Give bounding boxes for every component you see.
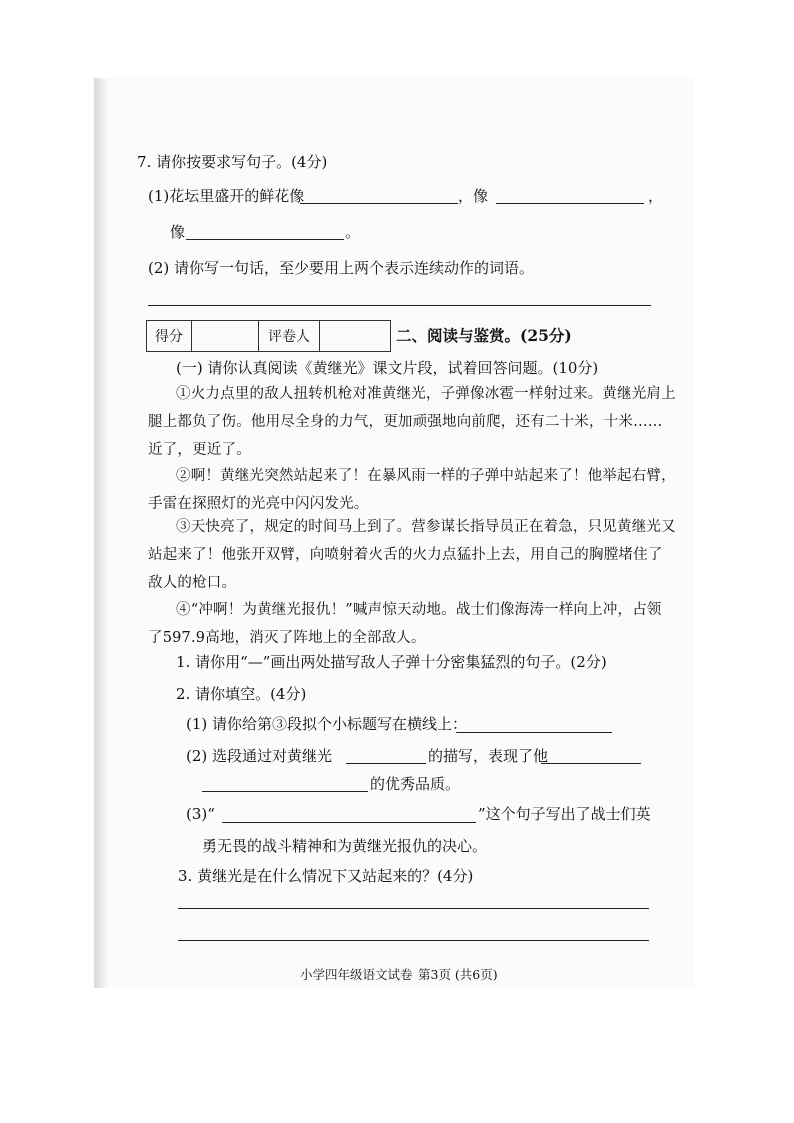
passage-p1-line: 腿上都负了伤。他用尽全身的力气，更加顽强地向前爬，还有二十米，十米…… bbox=[148, 414, 663, 430]
footer-paper-name: 小学四年级语文试卷 bbox=[300, 967, 413, 982]
question-2: 2. 请你填空。(4分) bbox=[176, 685, 307, 703]
question-2-3-open: (3)“ bbox=[186, 805, 215, 823]
passage-p3-line: 站起来了！他张开双臂，向喷射着火舌的火力点猛扑上去，用自己的胸膛堵住了 bbox=[148, 547, 663, 563]
passage-p3-line: 敌人的枪口。 bbox=[148, 575, 237, 591]
q2-3-blank[interactable] bbox=[222, 822, 476, 823]
question-2-3-line2: 勇无畏的战斗精神和为黄继光报仇的决心。 bbox=[202, 837, 488, 855]
q3-answer-line-1[interactable] bbox=[178, 908, 649, 909]
passage-p4-line: 了597.9高地，消灭了阵地上的全部敌人。 bbox=[148, 630, 426, 646]
passage-p1-line: 近了，更近了。 bbox=[148, 442, 251, 458]
q3-answer-line-2[interactable] bbox=[178, 940, 649, 941]
reading-intro: (一) 请你认真阅读《黄继光》课文片段，试着回答问题。(10分) bbox=[176, 359, 599, 377]
q2-2-blank-3[interactable] bbox=[202, 791, 368, 792]
score-cell[interactable] bbox=[192, 321, 259, 352]
question-2-3-close: ”这个句子写出了战士们英 bbox=[478, 805, 651, 823]
q7-s2-answer-line[interactable] bbox=[148, 305, 651, 306]
footer-page-number: 第3页 (共6页) bbox=[418, 967, 498, 982]
q7-s1-end: ， bbox=[648, 187, 664, 205]
q7-s1-line2-end: 。 bbox=[345, 223, 361, 241]
scan-shadow-edge bbox=[94, 78, 108, 988]
q7-s1-line2-prefix: 像 bbox=[170, 223, 186, 241]
q7-s1-prefix: (1)花坛里盛开的鲜花像 bbox=[148, 187, 305, 205]
passage-p2-line: ②啊！黄继光突然站起来了！在暴风雨一样的子弹中站起来了！他举起右臂， bbox=[176, 468, 676, 484]
q7-title: 7. 请你按要求写句子。(4分) bbox=[137, 153, 328, 171]
question-3: 3. 黄继光是在什么情况下又站起来的？(4分) bbox=[178, 867, 474, 885]
q7-s1-blank-3[interactable] bbox=[186, 239, 344, 240]
q2-2-blank-1[interactable] bbox=[346, 763, 426, 764]
q7-s1-blank-1[interactable] bbox=[300, 203, 458, 204]
q7-s2: (2) 请你写一句话，至少要用上两个表示连续动作的词语。 bbox=[148, 259, 535, 277]
score-table bbox=[146, 320, 391, 352]
question-1: 1. 请你用“—”画出两处描写敌人子弹十分密集猛烈的句子。(2分) bbox=[176, 653, 607, 671]
question-2-2-a: (2) 选段通过对黄继光 bbox=[186, 747, 333, 765]
q7-s1-blank-2[interactable] bbox=[496, 203, 644, 204]
section-title: 二、阅读与鉴赏。(25分) bbox=[396, 326, 572, 345]
passage-p1-line: ①火力点里的敌人扭转机枪对准黄继光，子弹像冰雹一样射过来。黄继光肩上 bbox=[176, 386, 676, 402]
question-2-1: (1) 请你给第③段拟个小标题写在横线上： bbox=[186, 715, 468, 733]
passage-p4-line: ④“冲啊！为黄继光报仇！”喊声惊天动地。战士们像海涛一样向上冲，占领 bbox=[176, 602, 662, 618]
q7-s1-mid: ，像 bbox=[458, 187, 489, 205]
q2-1-blank[interactable] bbox=[456, 732, 612, 733]
grader-cell[interactable] bbox=[320, 321, 391, 352]
q2-2-blank-2[interactable] bbox=[541, 763, 641, 764]
passage-p2-line: 手雷在探照灯的光亮中闪闪发光。 bbox=[148, 496, 369, 512]
question-2-2-c: 的优秀品质。 bbox=[370, 775, 461, 793]
grader-label: 评卷人 bbox=[259, 321, 320, 352]
question-2-2-b: 的描写，表现了他 bbox=[428, 747, 549, 765]
passage-p3-line: ③天快亮了，规定的时间马上到了。营参谋长指导员正在着急，只见黄继光又 bbox=[176, 519, 676, 535]
score-label: 得分 bbox=[147, 321, 192, 352]
